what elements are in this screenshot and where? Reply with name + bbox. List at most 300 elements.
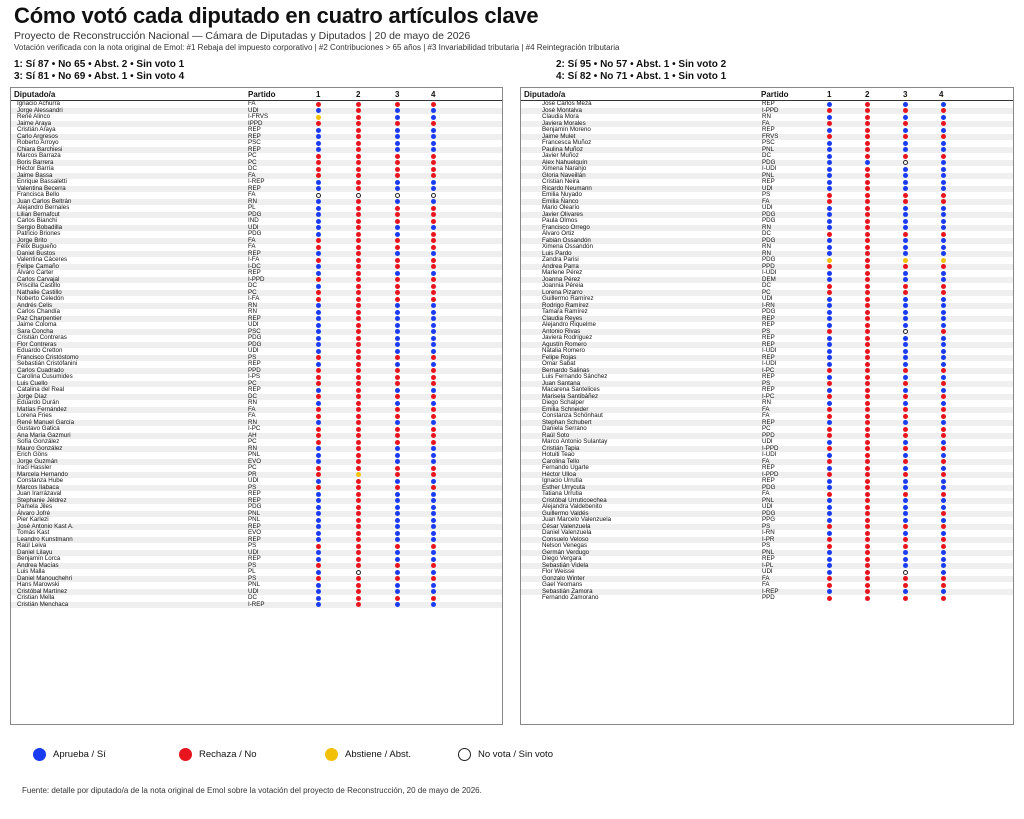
vote-dot-article-4 <box>431 427 436 432</box>
vote-dot-article-3 <box>395 394 400 399</box>
vote-dot-article-4 <box>941 219 946 224</box>
deputy-name: Javier Olivares <box>542 210 583 218</box>
vote-dot-article-2 <box>356 264 361 269</box>
vote-dot-article-1 <box>316 303 321 308</box>
deputy-name: Fernando Ugarte <box>542 464 589 471</box>
vote-dot-article-4 <box>941 160 946 165</box>
deputy-name: Benjamín Moreno <box>542 126 591 133</box>
vote-dot-article-3 <box>395 167 400 172</box>
vote-dot-article-3 <box>395 199 400 204</box>
vote-dot-article-2 <box>865 459 870 464</box>
party-code: FA <box>762 197 770 205</box>
vote-dot-article-2 <box>356 154 361 159</box>
vote-dot-article-2 <box>356 407 361 412</box>
deputy-name: Pamela Jiles <box>17 503 53 510</box>
party-code: PS <box>248 483 257 491</box>
deputy-name: Jaime Bassa <box>17 171 53 179</box>
party-code: FA <box>762 119 770 127</box>
deputy-name: Marcos Barraza <box>17 152 61 159</box>
vote-dot-article-3 <box>903 212 908 217</box>
vote-dot-article-4 <box>431 134 436 139</box>
party-code: DC <box>762 230 771 237</box>
vote-dot-article-4 <box>941 589 946 594</box>
vote-dot-article-4 <box>431 537 436 542</box>
vote-dot-article-3 <box>903 459 908 464</box>
deputy-name: Carlos Carvajal <box>17 275 60 283</box>
vote-dot-article-1 <box>827 141 832 146</box>
vote-dot-article-1 <box>827 225 832 230</box>
vote-dot-article-1 <box>827 102 832 107</box>
vote-dot-article-1 <box>827 251 832 256</box>
party-code: PDG <box>762 509 776 517</box>
vote-dot-article-1 <box>827 537 832 542</box>
vote-dot-article-2 <box>356 342 361 347</box>
table-body-right <box>521 101 1013 602</box>
party-code: IPPD <box>248 119 263 127</box>
vote-dot-article-1 <box>316 602 321 607</box>
vote-dot-article-4 <box>431 492 436 497</box>
deputy-name: Francisco Orrego <box>542 223 590 231</box>
totals-article-3: 3: Sí 81 • No 69 • Abst. 1 • Sin voto 4 <box>14 71 185 82</box>
vote-dot-article-3 <box>395 479 400 484</box>
vote-dot-article-2 <box>356 167 361 172</box>
vote-dot-article-2 <box>356 329 361 334</box>
vote-dot-article-1 <box>316 589 321 594</box>
vote-dot-article-2 <box>356 563 361 568</box>
party-code: FA <box>248 191 256 198</box>
deputy-name: Cristian Mella <box>17 594 55 601</box>
vote-dot-article-2 <box>865 225 870 230</box>
vote-dot-article-4 <box>941 342 946 347</box>
party-code: PDG <box>248 334 262 341</box>
vote-dot-article-3 <box>395 316 400 321</box>
vote-dot-article-2 <box>356 420 361 425</box>
deputy-name: Marisela Santibáñez <box>542 392 599 400</box>
vote-dot-article-2 <box>865 180 870 185</box>
party-code: EVO <box>248 457 262 465</box>
vote-dot-article-3 <box>395 602 400 607</box>
vote-dot-article-1 <box>316 511 321 516</box>
party-code: FA <box>248 412 256 419</box>
vote-dot-article-3 <box>395 225 400 230</box>
vote-dot-article-4 <box>431 420 436 425</box>
party-code: PC <box>762 425 771 432</box>
party-code: UDI <box>248 223 259 231</box>
vote-dot-article-1 <box>316 193 321 198</box>
vote-dot-article-3 <box>395 576 400 581</box>
vote-dot-article-1 <box>316 316 321 321</box>
party-code: I-PR <box>762 535 775 543</box>
deputy-name: Javiera Rodríguez <box>542 334 593 341</box>
party-code: DC <box>762 282 771 289</box>
vote-dot-article-4 <box>941 375 946 380</box>
party-code: PNL <box>248 581 261 588</box>
legend-label: Abstiene / Abst. <box>345 749 412 761</box>
vote-dot-article-2 <box>865 349 870 354</box>
vote-dot-article-1 <box>827 407 832 412</box>
vote-dot-article-1 <box>827 401 832 406</box>
vote-dot-article-1 <box>316 212 321 217</box>
vote-dot-article-3 <box>395 180 400 185</box>
vote-dot-article-3 <box>903 394 908 399</box>
vote-dot-article-1 <box>316 537 321 542</box>
vote-dot-article-4 <box>431 303 436 308</box>
deputy-name: Carlos Bianchi <box>17 217 57 224</box>
vote-dot-article-2 <box>865 134 870 139</box>
vote-dot-article-2 <box>865 147 870 152</box>
party-code: RN <box>248 418 257 426</box>
vote-dot-article-3 <box>903 446 908 451</box>
party-code: REP <box>762 314 775 322</box>
vote-dot-article-3 <box>903 232 908 237</box>
party-code: PPD <box>762 262 775 270</box>
deputy-name: Fernando Zamorano <box>542 594 599 601</box>
party-code: IND <box>248 217 259 224</box>
vote-dot-article-2 <box>356 381 361 386</box>
vote-dot-article-1 <box>827 128 832 133</box>
vote-dot-article-3 <box>903 251 908 256</box>
vote-dot-article-4 <box>941 563 946 568</box>
vote-dot-article-1 <box>827 524 832 529</box>
deputy-name: Noberto Celedón <box>17 295 64 302</box>
vote-dot-article-3 <box>395 427 400 432</box>
deputy-name: Flor Contreras <box>17 340 57 348</box>
vote-dot-article-1 <box>827 472 832 477</box>
vote-dot-article-2 <box>865 537 870 542</box>
party-code: REP <box>762 100 775 107</box>
vote-dot-article-2 <box>356 505 361 510</box>
vote-dot-article-4 <box>431 154 436 159</box>
party-code: RN <box>248 301 257 309</box>
vote-dot-article-4 <box>941 388 946 393</box>
vote-dot-article-2 <box>865 446 870 451</box>
vote-dot-article-3 <box>395 401 400 406</box>
vote-dot-article-4 <box>941 310 946 315</box>
vote-dot-article-2 <box>865 323 870 328</box>
vote-dot-article-1 <box>316 453 321 458</box>
vote-dot-article-2 <box>865 485 870 490</box>
vote-dot-article-1 <box>827 329 832 334</box>
vote-dot-article-4 <box>941 147 946 152</box>
vote-dot-article-3 <box>395 108 400 113</box>
vote-dot-article-3 <box>395 303 400 308</box>
vote-dot-article-2 <box>865 544 870 549</box>
vote-dot-article-4 <box>941 128 946 133</box>
vote-dot-article-4 <box>941 583 946 588</box>
vote-dot-article-1 <box>316 336 321 341</box>
vote-dot-article-1 <box>827 199 832 204</box>
vote-dot-article-3 <box>395 290 400 295</box>
vote-dot-article-3 <box>395 414 400 419</box>
vote-dot-article-3 <box>395 206 400 211</box>
vote-dot-article-3 <box>903 505 908 510</box>
vote-dot-article-2 <box>356 219 361 224</box>
vote-dot-article-2 <box>356 206 361 211</box>
vote-dot-article-3 <box>903 121 908 126</box>
vote-dot-article-3 <box>903 375 908 380</box>
vote-dot-article-1 <box>316 498 321 503</box>
vote-dot-article-3 <box>395 485 400 490</box>
vote-dot-article-2 <box>865 186 870 191</box>
deputy-name: Mario Olearío <box>542 204 580 211</box>
table-body-left <box>11 101 502 608</box>
vote-dot-article-2 <box>865 563 870 568</box>
party-code: AH <box>248 431 257 439</box>
vote-dot-article-2 <box>356 524 361 529</box>
deputy-name: Jorge Guzmán <box>17 457 58 465</box>
vote-dot-article-1 <box>827 238 832 243</box>
deputy-name: Alex Nahuelquín <box>542 158 588 166</box>
deputy-name: Patricio Briones <box>17 230 61 237</box>
vote-dot-article-4 <box>431 401 436 406</box>
vote-dot-article-1 <box>316 258 321 263</box>
deputy-name: Luis Malla <box>17 568 45 575</box>
vote-dot-article-2 <box>865 160 870 165</box>
vote-dot-article-3 <box>395 440 400 445</box>
vote-dot-article-3 <box>395 245 400 250</box>
vote-dot-article-1 <box>316 407 321 412</box>
vote-dot-article-2 <box>865 108 870 113</box>
party-code: RN <box>762 113 771 120</box>
deputy-name: Andrés Celis <box>17 301 53 309</box>
vote-dot-article-2 <box>356 134 361 139</box>
party-code: PL <box>248 204 256 211</box>
vote-dot-article-3 <box>395 544 400 549</box>
vote-dot-article-4 <box>941 394 946 399</box>
vote-dot-article-3 <box>395 446 400 451</box>
vote-dot-article-4 <box>431 238 436 243</box>
vote-dot-article-1 <box>316 420 321 425</box>
party-code: I-PC <box>762 392 775 400</box>
vote-dot-article-3 <box>395 329 400 334</box>
vote-dot-article-3 <box>395 492 400 497</box>
vote-dot-article-4 <box>431 368 436 373</box>
deputy-name: José Montalva <box>542 106 582 114</box>
party-code: FA <box>762 490 770 497</box>
vote-dot-article-3 <box>903 141 908 146</box>
deputy-name: Chiara Barchiesi <box>17 145 63 153</box>
vote-dot-article-4 <box>941 459 946 464</box>
vote-dot-article-1 <box>316 160 321 165</box>
vote-dot-article-1 <box>827 355 832 360</box>
table-header <box>11 88 502 101</box>
vote-dot-article-2 <box>356 589 361 594</box>
party-code: REP <box>248 269 261 276</box>
vote-dot-article-3 <box>903 277 908 282</box>
deputy-name: Tatiana Urrutia <box>542 490 583 497</box>
vote-dot-article-4 <box>941 238 946 243</box>
vote-dot-article-3 <box>395 570 400 575</box>
party-code: REP <box>248 490 261 497</box>
vote-dot-article-4 <box>431 453 436 458</box>
vote-dot-article-3 <box>395 368 400 373</box>
deputy-name: Andrea Parra <box>542 262 579 270</box>
vote-dot-article-2 <box>865 232 870 237</box>
vote-dot-article-2 <box>356 414 361 419</box>
party-code: I-FA <box>248 295 260 302</box>
vote-dot-article-4 <box>431 524 436 529</box>
vote-dot-article-3 <box>395 381 400 386</box>
deputy-name: Carlos Cuadrado <box>17 366 64 374</box>
vote-dot-article-2 <box>356 290 361 295</box>
deputy-name: Felipe Rojas <box>542 353 577 361</box>
vote-dot-article-2 <box>356 277 361 282</box>
deputy-name: Flor Weisse <box>542 568 575 575</box>
deputy-name: Consuelo Veloso <box>542 535 589 543</box>
vote-dot-article-2 <box>356 316 361 321</box>
vote-dot-article-3 <box>903 401 908 406</box>
vote-dot-article-2 <box>865 303 870 308</box>
vote-dot-article-4 <box>941 329 946 334</box>
party-code: I-PS <box>248 373 261 380</box>
vote-dot-article-3 <box>395 349 400 354</box>
vote-dot-article-1 <box>827 154 832 159</box>
vote-dot-article-2 <box>356 446 361 451</box>
vote-dot-article-3 <box>903 245 908 250</box>
header-col-2: 2 <box>865 90 870 99</box>
deputy-name: Alejandra Valdebenito <box>542 503 603 510</box>
vote-dot-article-4 <box>941 134 946 139</box>
vote-dot-article-3 <box>903 264 908 269</box>
deputy-name: Constanza Hube <box>17 477 64 484</box>
vote-dot-article-2 <box>356 102 361 107</box>
deputy-name: Sebastián Cristófanini <box>17 360 78 367</box>
vote-dot-article-2 <box>356 310 361 315</box>
vote-dot-article-1 <box>827 589 832 594</box>
vote-dot-article-2 <box>356 602 361 607</box>
party-code: REP <box>762 386 775 393</box>
vote-dot-article-2 <box>865 310 870 315</box>
party-code: FRVS <box>762 132 779 140</box>
vote-dot-article-4 <box>431 375 436 380</box>
vote-dot-article-4 <box>431 290 436 295</box>
deputy-name: Ximena Naranjo <box>542 165 587 172</box>
vote-dot-article-4 <box>431 511 436 516</box>
vote-dot-article-2 <box>356 544 361 549</box>
red-dot-icon <box>179 748 192 761</box>
deputy-name: Claudia Reyes <box>542 314 583 322</box>
party-code: REP <box>762 464 775 471</box>
deputy-name: Benjamín Lorca <box>17 555 61 562</box>
vote-dot-article-1 <box>316 492 321 497</box>
vote-dot-article-4 <box>431 544 436 549</box>
totals-article-4: 4: Sí 82 • No 71 • Abst. 1 • Sin voto 1 <box>556 71 727 82</box>
vote-dot-article-2 <box>356 570 361 575</box>
vote-dot-article-2 <box>356 394 361 399</box>
party-code: PPG <box>762 516 776 523</box>
vote-dot-article-4 <box>941 108 946 113</box>
deputy-name: Felipe Camaño <box>17 262 59 270</box>
vote-dot-article-3 <box>903 537 908 542</box>
vote-dot-article-2 <box>865 271 870 276</box>
deputy-name: Carlos Chandía <box>17 308 60 315</box>
deputy-name: Daniel Bustos <box>17 249 56 257</box>
vote-dot-article-2 <box>865 297 870 302</box>
deputy-name: Diego Vergara <box>542 555 582 562</box>
vote-dot-article-3 <box>903 316 908 321</box>
vote-dot-article-2 <box>865 570 870 575</box>
deputy-name: Enrique Bassaletti <box>17 178 67 185</box>
party-code: PS <box>248 353 257 361</box>
party-code: PS <box>248 574 257 582</box>
deputy-name: Eduardo Durán <box>17 399 59 406</box>
vote-dot-article-3 <box>395 258 400 263</box>
vote-dot-article-4 <box>941 433 946 438</box>
vote-dot-article-2 <box>865 589 870 594</box>
party-code: PDG <box>762 210 776 218</box>
vote-dot-article-4 <box>941 550 946 555</box>
deputy-name: Javier Muñoz <box>542 152 579 159</box>
vote-dot-article-4 <box>431 355 436 360</box>
vote-dot-article-4 <box>431 186 436 191</box>
party-code: PPD <box>248 366 261 374</box>
vote-dot-article-2 <box>865 492 870 497</box>
vote-dot-article-2 <box>865 238 870 243</box>
vote-dot-article-4 <box>941 206 946 211</box>
vote-dot-article-1 <box>316 563 321 568</box>
vote-dot-article-2 <box>356 472 361 477</box>
deputy-name: Macarena Santelices <box>542 386 600 393</box>
vote-dot-article-4 <box>941 557 946 562</box>
vote-dot-article-4 <box>431 219 436 224</box>
vote-dot-article-1 <box>827 375 832 380</box>
vote-dot-article-2 <box>865 290 870 295</box>
vote-dot-article-3 <box>395 121 400 126</box>
vote-dot-article-4 <box>431 446 436 451</box>
vote-dot-article-1 <box>316 245 321 250</box>
vote-dot-article-1 <box>827 557 832 562</box>
vote-dot-article-3 <box>395 433 400 438</box>
vote-dot-article-4 <box>941 303 946 308</box>
vote-dot-article-3 <box>395 271 400 276</box>
deputy-name: Alejandro Bernales <box>17 204 70 211</box>
vote-dot-article-2 <box>356 297 361 302</box>
party-code: PDG <box>248 230 262 237</box>
vote-dot-article-3 <box>395 453 400 458</box>
deputy-name: Hotuiti Teao <box>542 451 575 458</box>
party-code: I-UDI <box>762 451 777 458</box>
vote-dot-article-2 <box>356 212 361 217</box>
vote-dot-article-1 <box>827 219 832 224</box>
deputy-name: Gael Yeomans <box>542 581 583 588</box>
deputy-name: Paula Olmos <box>542 217 578 224</box>
party-code: I-PC <box>762 366 775 374</box>
vote-dot-article-1 <box>827 186 832 191</box>
vote-dot-article-4 <box>431 349 436 354</box>
deputy-name: Paulina Muñoz <box>542 145 583 153</box>
deputy-name: Catalina del Real <box>17 386 65 393</box>
vote-dot-article-2 <box>865 368 870 373</box>
vote-dot-article-4 <box>941 355 946 360</box>
vote-dot-article-2 <box>356 537 361 542</box>
vote-dot-article-4 <box>431 531 436 536</box>
vote-dot-article-1 <box>827 531 832 536</box>
deputy-name: Roberto Arroyo <box>17 139 59 146</box>
party-code: PNL <box>762 496 775 504</box>
vote-dot-article-4 <box>941 336 946 341</box>
vote-dot-article-1 <box>827 271 832 276</box>
vote-dot-article-4 <box>941 271 946 276</box>
vote-dot-article-2 <box>865 121 870 126</box>
deputy-name: Joanna Pérez <box>542 275 581 283</box>
vote-dot-article-2 <box>356 440 361 445</box>
vote-dot-article-1 <box>827 193 832 198</box>
vote-dot-article-3 <box>903 329 908 334</box>
vote-dot-article-4 <box>431 362 436 367</box>
vote-dot-article-3 <box>395 323 400 328</box>
vote-dot-article-1 <box>316 297 321 302</box>
vote-dot-article-3 <box>395 186 400 191</box>
